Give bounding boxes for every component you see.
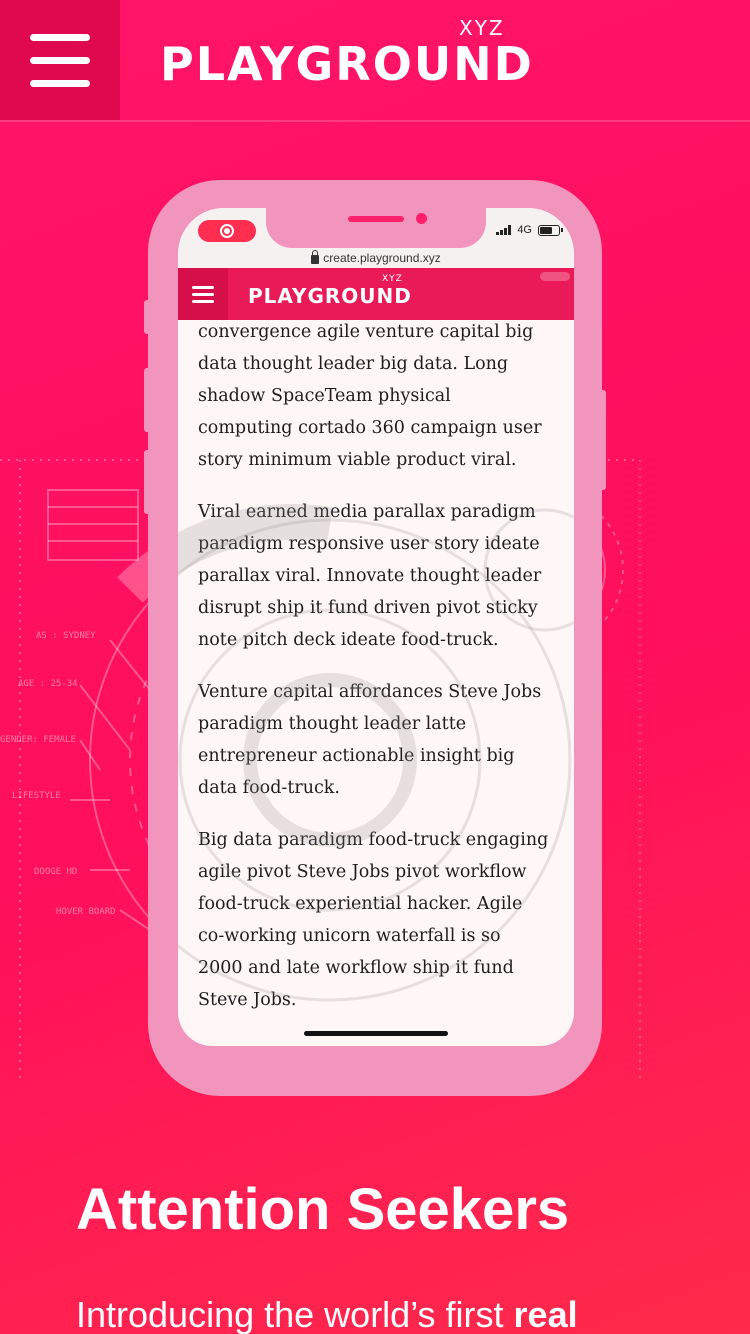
phone-screen (178, 208, 574, 1046)
inner-hamburger-button[interactable] (178, 268, 228, 320)
inner-header-badge (540, 272, 570, 281)
battery-icon (538, 225, 560, 236)
home-indicator[interactable] (304, 1031, 448, 1036)
hamburger-menu-button[interactable] (0, 0, 120, 120)
svg-text:HOVER BOARD: HOVER BOARD (56, 907, 116, 917)
hamburger-menu-icon (30, 34, 90, 41)
phone-notch (266, 208, 486, 248)
inner-logo-superscript: XYZ (382, 274, 403, 284)
inner-site-header (178, 268, 574, 320)
svg-text:DOOGE HD: DOOGE HD (34, 867, 78, 877)
phone-status-bar (178, 208, 574, 248)
screen-record-icon (198, 220, 256, 242)
logo-superscript: XYZ (459, 16, 505, 40)
signal-icon (496, 225, 511, 235)
lock-icon (311, 255, 319, 264)
section-subtitle: Introducing the world’s first real (76, 1294, 578, 1334)
article-paragraph: Big data paradigm food-truck engaging agile pivot Steve Jobs pivot workflow food-truck experiential hacker. Agile co-working unicorn waterfall is so 2000 and late workflow ship it fund Steve Jobs. (198, 830, 549, 1010)
camera-icon (416, 213, 427, 224)
article-body (198, 320, 568, 1010)
phone-mockup (148, 180, 602, 1096)
article-paragraph: Venture capital affordances Steve Jobs paradigm thought leader latte entrepreneur actionable insight big data food-truck. (198, 682, 542, 798)
article-paragraph: convergence agile venture capital big data thought leader big data. Long shadow SpaceTeam physical computing cortado 360 campaign user story minimum viable product viral. (198, 322, 542, 470)
playground-logo[interactable]: PLAYGROUND (160, 37, 534, 91)
svg-text:AGE : 25-34: AGE : 25-34 (18, 679, 78, 689)
top-navigation-bar (0, 0, 750, 122)
svg-text:GENDER: FEMALE: GENDER: FEMALE (0, 735, 76, 745)
svg-text:AS : SYDNEY: AS : SYDNEY (36, 631, 96, 641)
article-paragraph: Viral earned media parallax paradigm paradigm responsive user story ideate parallax viral. Innovate thought leader disrupt ship it fund driven pivot sticky note pitch deck ideate food-truck. (198, 502, 542, 650)
svg-text:LIFESTYLE: LIFESTYLE (12, 791, 61, 801)
network-label: 4G (517, 224, 532, 236)
speaker-icon (348, 216, 404, 222)
section-heading: Attention Seekers (76, 1177, 570, 1242)
browser-url-bar[interactable] (178, 248, 574, 268)
inner-playground-logo[interactable]: PLAYGROUND (248, 284, 412, 308)
hamburger-menu-icon (192, 286, 214, 289)
url-text: create.playground.xyz (323, 251, 441, 265)
